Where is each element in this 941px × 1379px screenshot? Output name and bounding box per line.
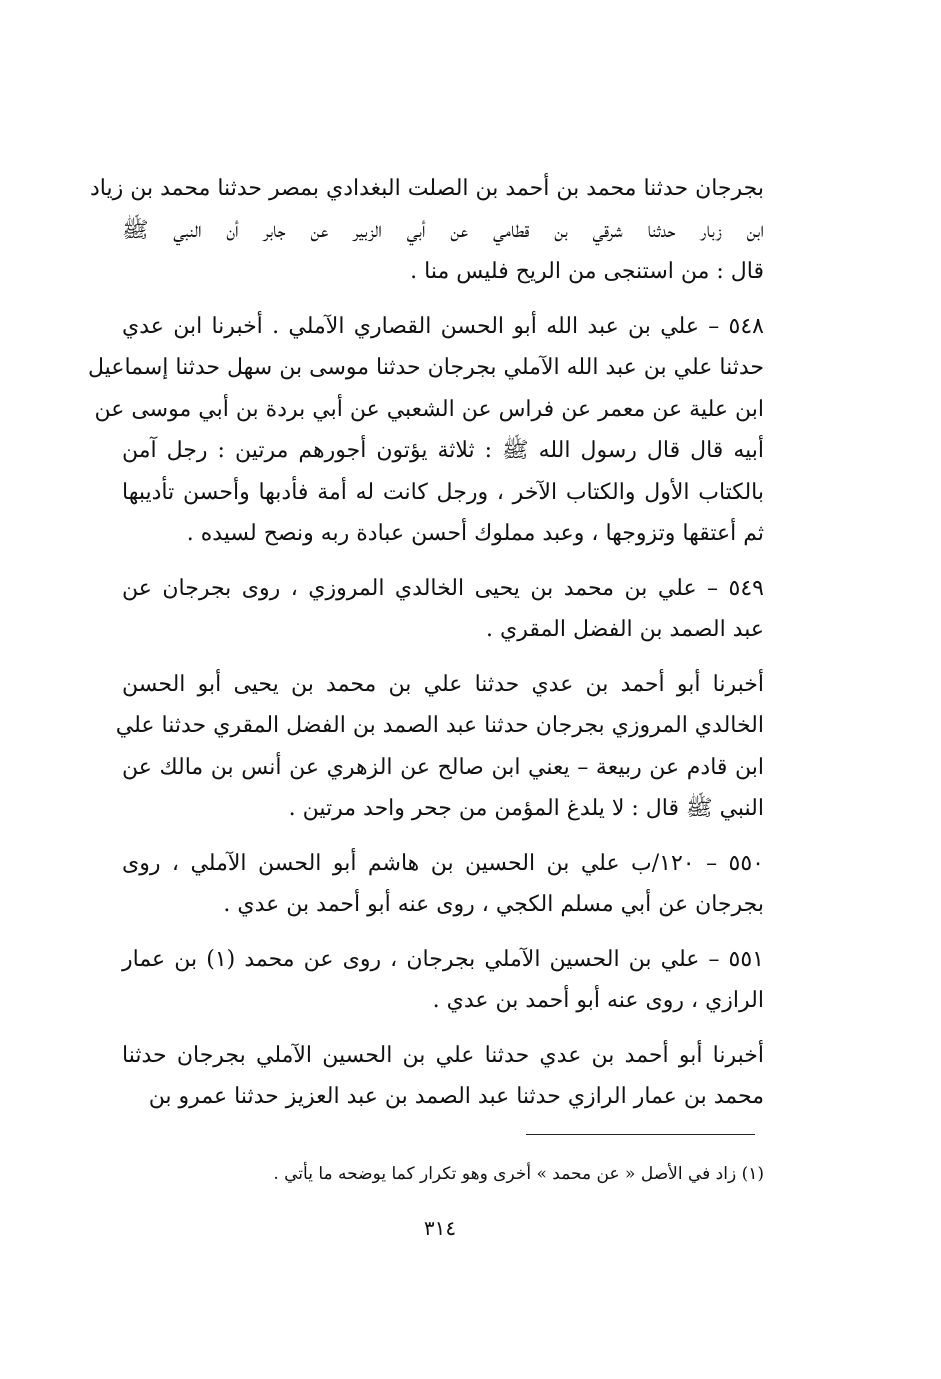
text-line: ابن قادم عن ربيعة – يعني ابن صالح عن الزهري عن أنس بن مالك عن [122,754,764,780]
text-line: عبد الصمد بن الفضل المقري . [485,617,764,642]
paragraph [88,306,764,555]
text-line: ثم أعتقها وتزوجها ، وعبد مملوك أحسن عبادة ربه ونصح لسيده . [186,521,764,546]
footnote-divider [526,1134,755,1135]
text-line: أبيه قال قال رسول الله ﷺ : ثلاثة يؤتون أجورهم مرتين : رجل آمن [122,438,764,463]
text-line: النبي ﷺ قال : لا يلدغ المؤمن من جحر واحد مرتين . [288,796,764,821]
text-line: ابن زبار حدثنا شرقي بن قطامي عن أبي الزبير عن جابر أن النبي ﷺ [122,217,764,243]
text-line: ابن علية عن معمر عن فراس عن الشعبي عن أبي بردة بن أبي موسى عن [94,396,764,422]
text-line: حدثنا علي بن عبد الله الآملي بجرجان حدثنا موسى بن سهل حدثنا إسماعيل [88,355,764,380]
text-line: أخبرنا أبو أحمد بن عدي حدثنا علي بن محمد بن يحيى أبو الحسن [122,671,764,697]
paragraph [90,168,764,293]
main-text [88,168,764,1131]
paragraph [122,568,764,651]
paragraph [122,843,764,926]
text-line: ٥٥١ – علي بن الحسين الآملي بجرجان ، روى عن محمد (١) بن عمار [122,946,764,972]
text-line: ٥٥٠ – ١٢٠/ب علي بن الحسين بن هاشم أبو الحسن الآملي ، روى [122,850,764,876]
text-line: ٥٤٩ – علي بن محمد بن يحيى الخالدي المروزي ، روى بجرجان عن [122,575,764,601]
text-line: محمد بن عمار الرازي حدثنا عبد الصمد بن عبد العزيز حدثنا عمرو بن [148,1084,764,1109]
text-line: الخالدي المروزي بجرجان حدثنا عبد الصمد بن الفضل المقري حدثنا علي [115,713,764,738]
text-line: قال : من استنجى من الريح فليس منا . [410,259,764,284]
text-line: بجرجان حدثنا محمد بن أحمد بن الصلت البغدادي بمصر حدثنا محمد بن زياد [90,176,764,201]
text-line: بالكتاب الأول والكتاب الآخر ، ورجل كانت له أمة فأدبها وأحسن تأديبها [122,479,764,505]
text-line: ٥٤٨ – علي بن عبد الله أبو الحسن القصاري الآملي . أخبرنا ابن عدي [122,313,764,339]
paragraph [122,939,764,1022]
footnote: (١) زاد في الأصل « عن محمد » أخرى وهو تكرار كما يوضحه ما يأتي . [273,1164,764,1184]
text-line: بجرجان عن أبي مسلم الكجي ، روى عنه أبو أحمد بن عدي . [223,892,764,917]
paragraph [122,1035,764,1118]
page-number: ٣١٤ [423,1216,457,1240]
paragraph [115,664,764,830]
text-line: الرازي ، روى عنه أبو أحمد بن عدي . [432,988,764,1013]
text-line: أخبرنا أبو أحمد بن عدي حدثنا علي بن الحسين الآملي بجرجان حدثنا [122,1042,764,1068]
